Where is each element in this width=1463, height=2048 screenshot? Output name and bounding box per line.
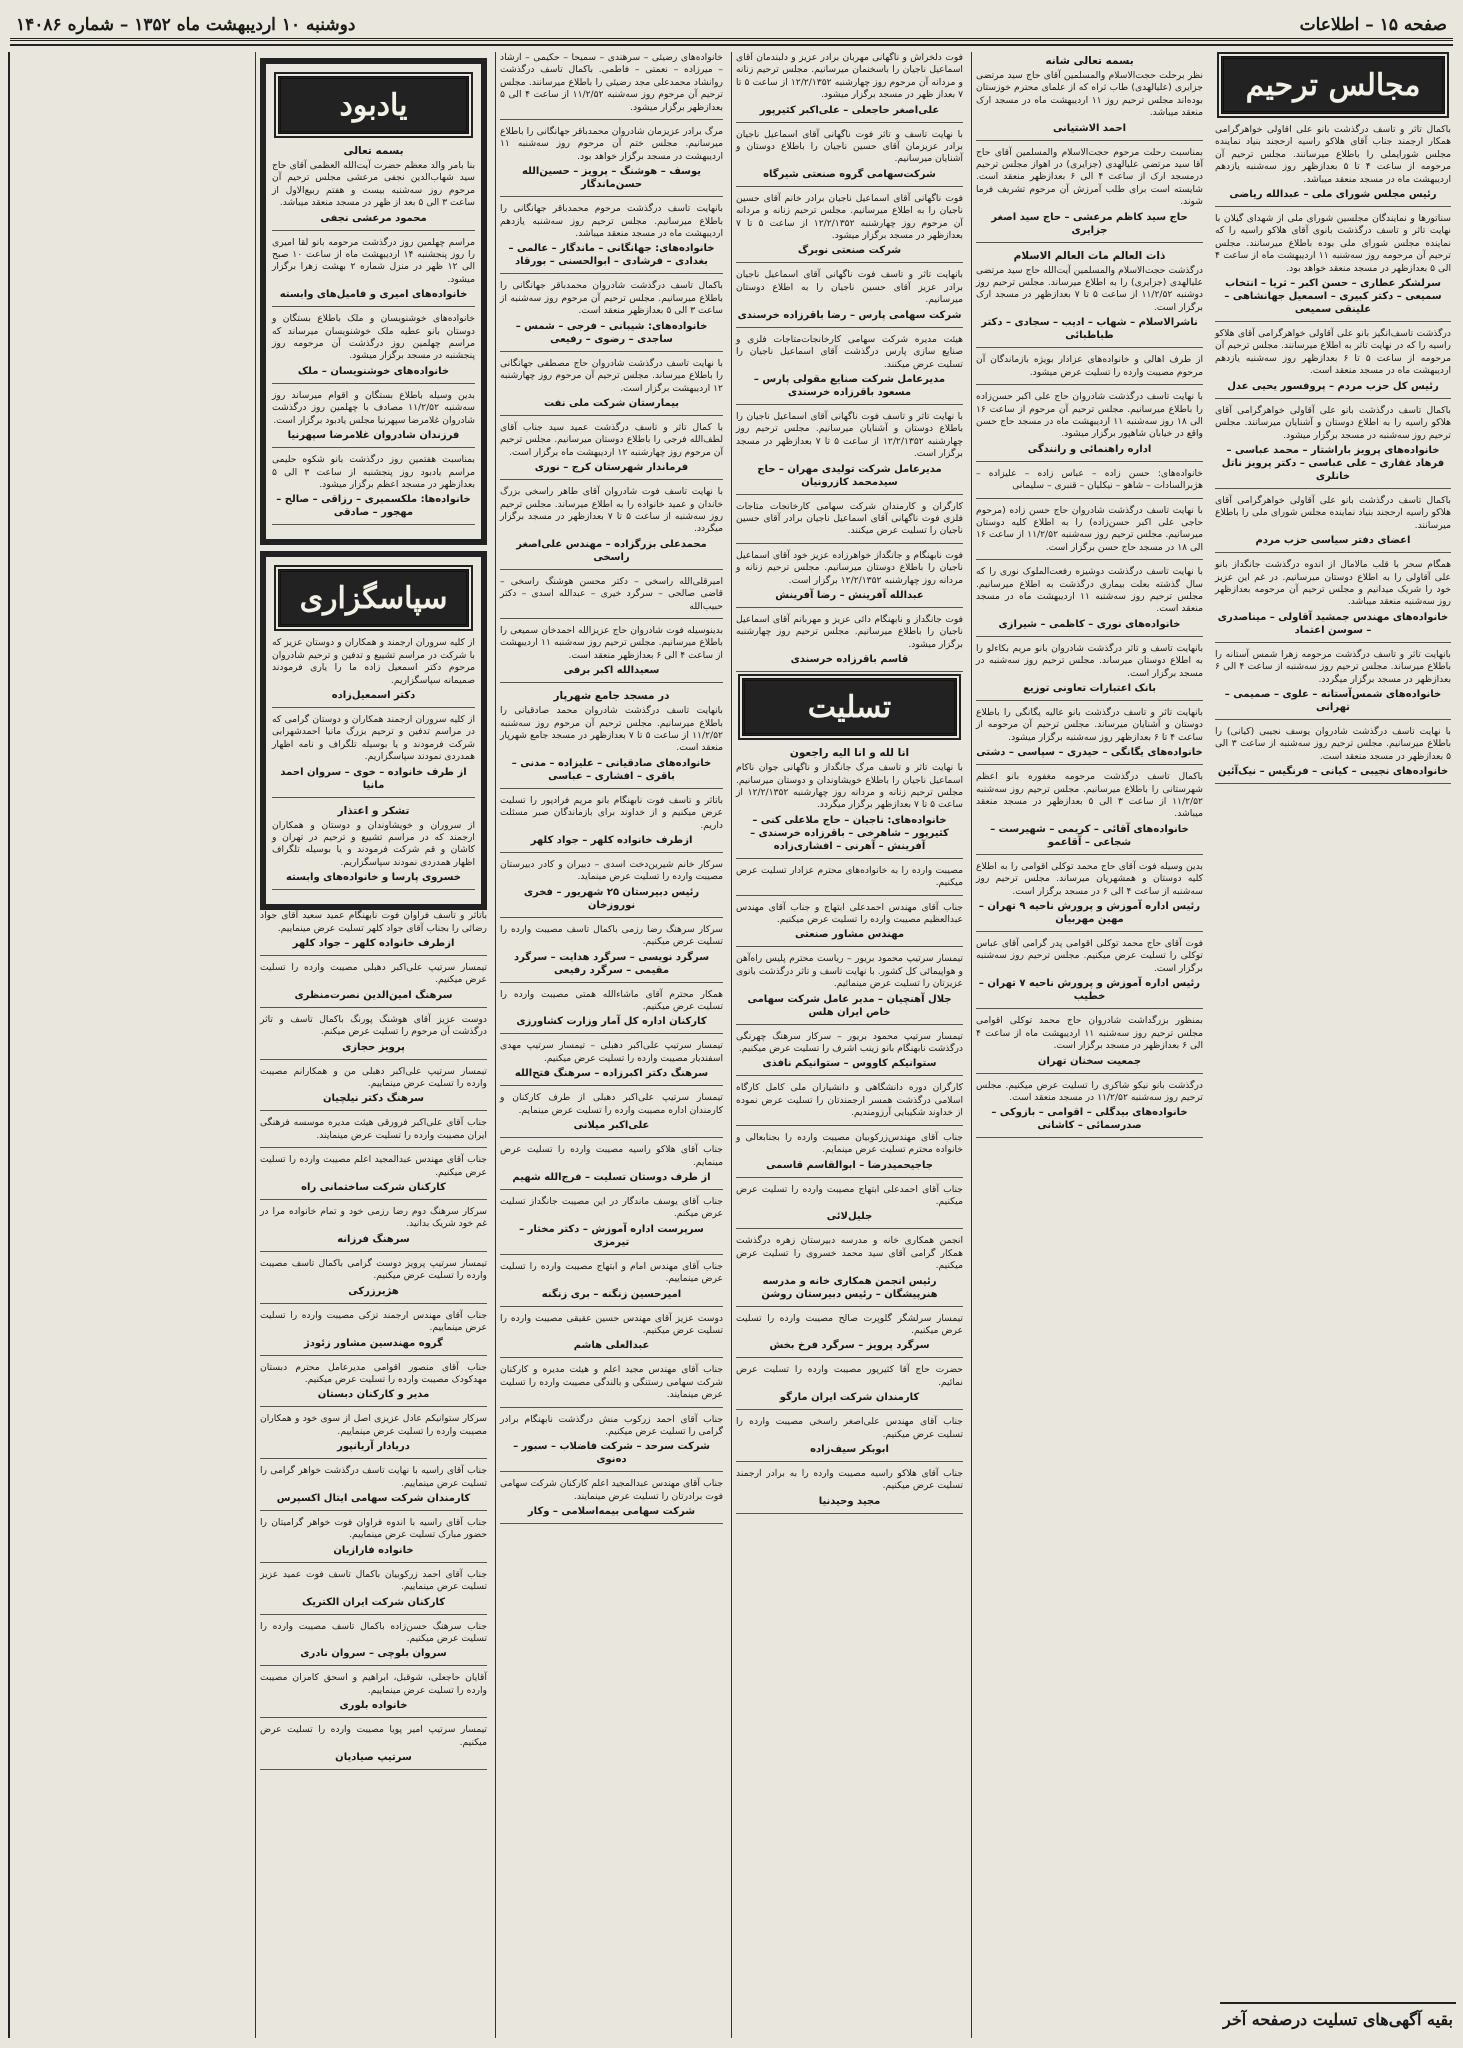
notice-body: باکمال تاثر و تاسف درگذشت بانو علی اقاولی خواهرگرامی همکار ارجمند جناب آقای هلاکو راسیه ارحجند بنیاد نماینده مجلس شورایملی را باطلاع میرسانند. مجلس ترحیم آن مرحومه از ساعت ۴ تا ۵ بعدازظهر روز سه‌شنبه یازدهم اردیبهشت ماه در مسجد منعقد میباشد. xyxy=(1215,124,1452,185)
notice-body: تیمسار سرتیپ علی‌اکبر دهبلی من و همکارانم مصیبت وارده را تسلیت عرض مینماییم. xyxy=(260,1065,487,1090)
notice-signature: کارمندان شرکت ایران مارگو xyxy=(779,1392,920,1404)
notice-block xyxy=(500,625,723,683)
notice-block xyxy=(260,962,487,1008)
notice-block xyxy=(1215,405,1451,489)
notice-signature: خسروی پارسا و خانواده‌های وابسته xyxy=(285,872,461,884)
notice-signature: کارکنان شرکت ساختمانی راه xyxy=(301,1182,446,1194)
notice-body: بانهایت تاثر و تاسف درگذشت مرحومه زهرا شمس آستانه را باطلاع میرساند. مجلس ترحیم روز سه‌شنبه از ساعت ۴ الی ۶ بعدازظهر در مسجد برگزار میگردد. xyxy=(1215,648,1451,685)
notice-block xyxy=(260,1066,487,1112)
notice-signature: دکتر اسمعیل‌زاده xyxy=(331,689,416,701)
notice-signature: حاج سید کاظم مرعشی – حاج سید اصغر جزایری xyxy=(991,211,1188,236)
notice-block xyxy=(976,468,1203,499)
notice-block xyxy=(500,1313,723,1359)
notice-block xyxy=(976,391,1203,462)
notice-block xyxy=(1215,495,1451,553)
notice-body: جناب آقای مهندس‌زرکوبیان مصیبت وارده را بجنابعالی و خانواده محترم تسلیت عرض مینمایم. xyxy=(736,1131,963,1156)
notice-signature: سرگرد نویسی – سرگرد هدایت – سرگرد مقیمی – سرگرد رفیعی xyxy=(513,951,710,976)
notice-block xyxy=(736,1235,963,1306)
notice-block xyxy=(500,795,723,853)
notice-body: با نهایت تاسف درگذشت شادروان حاج علی اکبر حسن‌زاده را باطلاع میرسانیم. مجلس ترحیم آن مرحوم از ساعت ۱۶ الی ۱۸ روز سه‌شنبه ۱۱ اردیبهشت ماه در مسجد حاج حسن واقع در خیابان شاهپور برگزار میشود. xyxy=(976,391,1203,440)
notice-signature: کارکنان اداره کل آمار وزارت کشاورزی xyxy=(516,1016,707,1028)
notice-block xyxy=(500,924,723,983)
notice-title: تشکر و اعتذار xyxy=(337,804,410,817)
notice-signature: کارکنان شرکت ایران الکتریک xyxy=(301,1596,446,1608)
notice-signature: بانک اعتبارات تعاونی توزیع xyxy=(1023,683,1156,694)
notice-block xyxy=(976,249,1203,349)
notice-signature: رئیس دبیرستان ۲۵ شهریور – فخری نوروزخان xyxy=(523,886,700,911)
notice-body: بدین وسیله فوت آقای حاج محمد توکلی اقوامی را به اطلاع کلیه دوستان و همشهریان میرساند. مجلس ترحیم روز سه‌شنبه از ساعت ۴ الی ۶ در مسجد برگزار است. xyxy=(976,860,1203,897)
notice-body: با نهایت تاسف فوت شادروان آقای طاهر راسخی بزرگ خاندان و عمید خانواده را به اطلاع میرساند. مجلس ترحیم روز سه‌شنبه از ساعت ۵ تا ۷ بعدازظهر در مسجد برگزار میگردد. xyxy=(500,486,724,535)
notice-block xyxy=(260,1310,487,1356)
notice-body: جناب آقای هلاکو راسیه مصیبت وارده را به برادر ارجمند تسلیت عرض میکنیم. xyxy=(736,1467,963,1492)
notice-signature: خانواده‌ها: ملکسمیری – رزاقی – صالح – مهجور – صادقی xyxy=(276,494,471,519)
notice-body: بدینوسیله فوت شادروان حاج عزیزالله احمدخان سمیعی را باطلاع میرسانیم. مجلس ترحیم روز سه‌شنبه ۱۱ اردیبهشت از ساعت ۴ الی ۶ بعدازظهر منعقد است. xyxy=(500,624,723,661)
notice-body: بمنظور بزرگداشت شادروان حاج محمد توکلی اقوامی مجلس ترحیم روز سه‌شنبه ۱۱ اردیبهشت ماه از ساعت ۴ الی ۶ بعدازظهر در مسجد برگزار است. xyxy=(976,1015,1203,1052)
notice-block xyxy=(976,566,1203,637)
notice-body: خانواده‌های خوشنویسان و ملک باطلاع بستگان و دوستان بانو عطیه ملک خوشنویسان میرساند که مراسم چهلمین روز درگذشت آن مرحومه روز پنجشنبه در مسجد برگزار میشود. xyxy=(272,313,475,362)
notice-block xyxy=(272,313,475,384)
notice-body: آقایان حاجعلی، شوقبل، ابراهیم و اسحق کامران مصیبت وارده را تسلیت عرض مینماییم. xyxy=(260,1672,487,1696)
notice-body: جناب آقای احمد زرکوب منش درگذشت نابهنگام برادر گرامی را تسلیت عرض میکنیم. xyxy=(500,1413,723,1437)
notice-body: باکمال تاسف درگذشت شادروان محمدباقر جهانگانی را باطلاع میرسانیم. مجلس ترحیم آن مرحوم روز سه‌شنبه از ساعت ۳ الی ۵ بعدازظهر منعقد است. xyxy=(500,280,723,317)
column-6 xyxy=(8,52,251,2038)
notice-block xyxy=(736,902,963,948)
notice-body: سرکار ستوانیکم عادل عزیزی اصل از سوی خود و همکاران مصیبت وارده را تسلیت عرض مینماییم. xyxy=(260,1413,487,1437)
notice-signature: علی‌اکبر میلانی xyxy=(573,1120,650,1132)
notice-body: تیمسار سرتیپ امیر پویا مصیبت وارده را تسلیت عرض میکنیم. xyxy=(260,1724,487,1748)
notice-body: خانواده‌های رضیئی – سرهندی – سمیحا – حکیمی – ارشاد – میرزاده – نعمتی – فاطمی. باکمال تاسف درگذشت روانشاد محمدعلی مجد رضیئی را باطلاع میرسانند. مجلس ترحیم آن مرحوم روز سه‌شنبه ۱۱/۲/۵۲ از ساعت ۴ الی ۵ بعدازظهر برگزار میشود. xyxy=(500,52,723,113)
notice-block xyxy=(736,193,963,264)
notice-signature: جلال آهنچیان – مدیر عامل شرکت سهامی خاص ایران هلس xyxy=(747,993,952,1018)
notice-block xyxy=(272,390,475,448)
notice-block xyxy=(500,1196,723,1255)
notice-body: از کلیه سروران ارجمند همکاران و دوستان گرامی که در مراسم تدفین و ترحیم بزرگ مانیا احمدشهرابی شرکت فرمودند و یا بوسیله تلگراف و نامه اظهار همدردی نمودند سپاسگزاریم. xyxy=(272,713,475,763)
notice-body: مراسم چهلمین روز درگذشت مرحومه بانو لقا امیری را روز پنجشنبه ۱۴ اردیبهشت ماه از ساعت ۱۰ صبح الی ۱۲ ظهر در منزل شماره ۲ بهشت زهرا برگزار میشود. xyxy=(272,236,475,285)
notice-block xyxy=(1215,649,1451,720)
notice-block xyxy=(260,910,487,956)
page-label: صفحه ۱۵ – اطلاعات xyxy=(1299,15,1447,35)
yadbood-banner: یادبود xyxy=(278,76,469,134)
notice-signature: محمدعلی بزرگزاده – مهندس علی‌اصغر راسخی xyxy=(516,538,707,563)
notice-block xyxy=(260,1672,487,1718)
notice-block xyxy=(736,1468,963,1514)
notice-body: تیمسار سرتیپ علی‌اکبر دهبلی – تیمسار سرتیپ مهدی اسفندیار مصیبت وارده را تسلیت عرض میکنیم. xyxy=(500,1040,723,1064)
notice-signature: عبدالعلی هاشم xyxy=(573,1340,650,1352)
notice-block xyxy=(500,280,723,351)
notice-body: بانهایت تاسف و تاثر درگذشت شادروان بانو مریم بکاءلو را به اطلاع دوستان میرساند. مجلس ترحیم روز سه‌شنبه در مسجد برگزار است. xyxy=(976,642,1203,679)
notice-block xyxy=(976,1015,1203,1073)
notice-signature: خانواده‌های شمس‌آستانه – علوی – صمیمی – تهرانی xyxy=(1224,688,1442,713)
notice-body: درگذشت بانو نیکو شاکری را تسلیت عرض میکنیم. مجلس ترحیم روز سه‌شنبه ۱۱/۲/۵۲ در مسجد منعقد است. xyxy=(976,1079,1203,1103)
column-2 xyxy=(971,52,1207,2038)
notice-block xyxy=(1215,328,1451,399)
notice-block xyxy=(736,1082,963,1125)
notice-signature: ازطرف خانواده کلهر – جواد کلهر xyxy=(530,835,693,847)
notice-body: تیمسار سرتیپ محمود بریور – سرکار سرهنگ چهرنگی درگذشت نابهنگام بانو زینب اشرف را تسلیت عرض میکنیم. xyxy=(736,1030,963,1055)
notice-body: جناب آقای مهندس علی‌اصغر راسخی مصیبت وارده را تسلیت عرض میکنیم. xyxy=(736,1416,963,1440)
notice-body: جناب آقای احمد زرکوبیان باکمال تاسف فوت عمید عزیز تسلیت عرض مینماییم. xyxy=(260,1568,487,1593)
notice-signature: خانواده فارازیان xyxy=(333,1544,414,1556)
notice-signature: سرگرد پرویز – سرگرد فرخ بخش xyxy=(769,1340,930,1352)
notice-signature: شرکت‌سهامی گروه صنعتی شیرگاه xyxy=(763,168,936,180)
notice-body: مرگ برادر عزیزمان شادروان محمدباقر جهانگانی را باطلاع میرسانیم. مجلس ختم آن مرحوم روز سه‌شنبه ۱۱ اردیبهشت در مسجد برگزار خواهد بود. xyxy=(500,126,723,162)
notice-body: فوت دلخراش و ناگهانی مهربان برادر عزیز و دلبندمان آقای اسماعیل ناجیان را باسخنمان میرسانیم. مجلس ترحیم زنانه و مردانه آن مرحوم روز چهارشنبه ۱۲/۲/۱۳۵۲ از ساعت ۵ تا ۷ بعداز ظهر در مسجد برگزار میشود. xyxy=(736,52,963,101)
yadbood-frame xyxy=(260,58,487,545)
notice-signature: سرپرست اداره آموزش – دکتر مختار – تیرمزی xyxy=(519,1223,704,1248)
notice-body: جناب آقای راسیه با نهایت تاسف درگذشت خواهر گرامی را تسلیت عرض مینماییم. xyxy=(260,1465,487,1489)
notice-block xyxy=(500,1040,723,1086)
notice-signature: خانواده‌های صادقیانی – علیزاده – مدنی – باقری – افشاری – عباسی xyxy=(511,757,712,782)
notice-block xyxy=(976,861,1203,932)
notice-signature: سعیدالله اکبر برفی xyxy=(563,665,660,677)
notice-block xyxy=(976,1080,1203,1139)
notice-body: جناب آقای مهندس امام و ابتهاج مصیبت وارده را تسلیت عرض مینماییم. xyxy=(500,1260,723,1285)
notice-body: از کلیه سروران ارجمند و همکاران و دوستان عزیز که با شرکت در مراسم تشییع و تدفین و ترحیم شادروان مرحوم دکتر اسمعیل زاده ما را یاری فرمودند صمیمانه سپاسگزاریم. xyxy=(272,637,475,686)
notice-signature: خانواده‌های خوشنویسان – ملک xyxy=(297,365,450,377)
notice-body: درگذشت تاسف‌انگیز بانو علی آقاولی خواهرگرامی آقای هلاکو راسیه را که در نهایت تاثر به اطلاع میرسانند. مجلس ترحیم آن مرحومه از ساعت ۵ تا ۶ بعدازظهر روز سه‌شنبه یازدهم اردیبهشت ماه در مسجد منعقد است. xyxy=(1215,328,1452,377)
notice-body: از طرف اهالی و خانواده‌های عزادار بویژه بازماندگان آن مرحوم مصیبت وارده را تسلیت عرض میشود. xyxy=(976,354,1203,378)
notice-signature: رئیس اداره آموزش و پرورش ناحیه ۷ تهران – خطیب xyxy=(978,978,1201,1003)
notice-block xyxy=(976,771,1203,855)
notice-body: جناب آقای راسیه با اندوه فراوان فوت خواهر گرامیتان را حضور مبارک تسلیت عرض مینماییم. xyxy=(260,1516,487,1541)
notice-signature: شرکت سهامی پارس – رضا باقرزاده خرسندی xyxy=(737,309,962,321)
notice-body: بدین وسیله باطلاع بستگان و اقوام میرساند روز سه‌شنبه ۱۱/۲/۵۲ مصادف با چهلمین روز درگذشت شادروان غلامرضا سپهرنیا مجلس یادبود برگزار است. xyxy=(272,389,475,426)
notice-signature: رئیس مجلس شورای ملی – عبدالله ریاضی xyxy=(1229,189,1437,201)
notice-block xyxy=(736,269,963,327)
notice-body: درگذشت حجت‌الاسلام والمسلمین آیت‌الله حاج سید مرتضی علیالهدی (جزایری) را به اطلاع میرساند. مجلس ترحیم روز دوشنبه ۱۱/۲/۵۲ از ساعت ۵ تا ۷ بعدازظهر در مسجد ارک برگزار است. xyxy=(976,264,1203,313)
notice-signature: مدیر و کارکنان دبستان xyxy=(317,1389,430,1401)
notice-body: خانواده‌های: حسن زاده – عباس زاده – علیزاده – هژبرالسادات – شاهو – نیکلیان – قنبری – سلیمانی xyxy=(976,467,1203,492)
notice-body: باکمال تاسف درگذشت بانو علی آقاولی خواهرگرامی آقای هلاکو راسیه را به اطلاع دوستان و آشنایان میرسانند. مجلس ترحیم روز سه‌شنبه در مسجد برگزار میشود. xyxy=(1215,404,1451,441)
notice-body: جناب آقای علی‌اکبر فرورقی هیئت مدیره موسسه فرهنگی ایران مصیبت وارده را تسلیت عرض مینمایند. xyxy=(260,1117,487,1141)
notice-block xyxy=(272,237,475,308)
notice-body: سرکار خانم شیرین‌دخت اسدی – دبیران و کادر دبیرستان مصیبت وارده را تسلیت عرض مینماید. xyxy=(500,859,723,883)
notice-block xyxy=(1215,124,1451,207)
notice-body: با کمال تاثر و تاسف درگذشت عمید سید جناب آقای لطف‌الله فرجی را باطلاع دوستان میرسانیم. مجلس ترحیم آن مرحوم روز چهارشنبه ۱۲ اردیبهشت ماه برگزار است. xyxy=(500,421,723,458)
notice-signature: اعضای دفتر سیاسی حزب مردم xyxy=(1255,535,1411,547)
notice-block xyxy=(976,147,1203,243)
notice-block xyxy=(500,203,723,274)
notice-body: مصیبت وارده را به خانواده‌های محترم عزادار تسلیت عرض میکنیم. xyxy=(736,864,963,889)
notice-block xyxy=(976,505,1203,561)
notice-body: کارگران دوره دانشگاهی و دانشیاران ملی کامل کارگاه اسلامی درگذشت همسر ارجمندتان را تسلیت عرض نموده از خداوند شکیبایی آرزومندیم. xyxy=(736,1082,963,1119)
notice-signature: شرکت صنعتی نوبرگ xyxy=(797,245,902,257)
notice-block xyxy=(260,1724,487,1770)
notice-body: بمناسبت هفتمین روز درگذشت بانو شکوه حلیمی مراسم یادبود روز پنجشنبه از ساعت ۳ الی ۵ بعدازظهر در مسجد اعظم برگزار میشود. xyxy=(272,454,475,490)
notice-block xyxy=(736,129,963,187)
notice-body: تیمسار سرتیپ پرویز دوست گرامی باکمال تاسف مصیبت وارده را تسلیت عرض میکنیم. xyxy=(260,1257,487,1282)
notice-body: هیئت مدیره شرکت سهامی کارخانجات‌متاجات فلزی و صنایع سازی پارس درگذشت آقای اسماعیل ناجیان را تسلیت عرض میکنند. xyxy=(736,333,963,370)
notice-block xyxy=(272,454,475,525)
notice-body: با نهایت تاسف درگذشت شادروان حاج مصطفی جهانگانی را باطلاع میرساند. مجلس ترحیم آن مرحوم روز چهارشنبه ۱۲ اردیبهشت برگزار است. xyxy=(500,357,723,394)
notice-body: جناب آقای مهندس ارجمند تزکی مصیبت وارده را تسلیت عرض مینماییم. xyxy=(260,1309,487,1334)
notice-body: حضرت حاج آقا کثیرپور مصیبت وارده را تسلیت عرض نمائیم. xyxy=(736,1364,963,1388)
notice-signature: خانواده‌های آقائی – کریمی – شهیرست – شجاعی – آقاعمو xyxy=(990,823,1189,848)
notice-body: با نهایت تاثر و تاسف مرگ جانگداز و ناگهانی جوان ناکام اسماعیل ناجیان را باطلاع خویشاوندان و دوستان میرسانیم. مجلس ترحیم زنانه و مردانه روز چهارشنبه ۱۲/۲/۱۳۵۲ از ساعت ۵ تا ۷ بعدازظهر برگزار میگردد. xyxy=(736,762,963,811)
page-header xyxy=(10,12,1453,41)
header-rule xyxy=(10,44,1453,46)
notice-body: بمناسبت رحلت مرحوم حجت‌الاسلام والمسلمین آقای حاج آقا سید مرتضی علیالهدی (جزایری) در اهواز مجلس ترحیم درمسجد ارک از ساعت ۴ الی ۶ بعدازظهر منعقد است. شایسته است برای طلب آمرزش آن مرحوم تشریف فرما شوند. xyxy=(976,146,1203,208)
notice-signature: ازطرف خانواده کلهر – جواد کلهر xyxy=(292,938,455,949)
notice-block xyxy=(260,1117,487,1148)
notice-signature: یوسف – هوشنگ – پرویز – حسین‌الله حسن‌ماندگار xyxy=(522,166,701,191)
column-3 xyxy=(731,52,967,2038)
notice-body: نظر برحلت حجت‌الاسلام والمسلمین آقای حاج سید مرتضی جزایری (علیالهدی) طاب ثراه که از علمای محترم خوزستان بوده‌اند مجلس ترحیم روز ۱۱ اردیبهشت ماه در مسجد ارک منعقد میباشد. xyxy=(976,70,1203,119)
notice-signature: خانواده‌های نوری – کاظمی – شیرازی xyxy=(998,618,1181,630)
notice-body: جناب سرهنگ حسن‌زاده باکمال تاسف مصیبت وارده را تسلیت عرض میکنیم. xyxy=(260,1620,487,1644)
notice-body: انجمن همکاری خانه و مدرسه دبیرستان زهره درگذشت همکار گرامی آقای سید محمد خسروی را تسلیت عرض میکنیم. xyxy=(736,1235,963,1272)
notice-signature: خانواده‌های نجیبی – کیانی – فرنگیس – نیک‌آئین xyxy=(1217,766,1449,778)
notice-block xyxy=(260,1362,487,1408)
notice-block xyxy=(1215,559,1451,643)
notice-signature: پرویز حجازی xyxy=(342,1041,405,1053)
notice-body: فوت ناگهانی آقای اسماعیل ناجیان برادر خانم آقای حسین ناجیان را به اطلاع میرسانیم. مجلس ترحیم زنانه و مردانه آن مرحوم روز چهارشنبه ۱۲/۲/۱۳۵۲ از ساعت ۵ تا ۷ بعدازظهر در مسجد برگزار میشود. xyxy=(736,192,963,242)
notice-block xyxy=(1215,213,1451,322)
notice-signature: فرماندار شهرستان کرج – نوری xyxy=(534,462,689,474)
notice-block xyxy=(272,714,475,798)
notice-block xyxy=(272,144,475,231)
notice-body: همگام سحر با قلب مالامال از اندوه درگذشت جانگداز بانو علی آقاولی را به اطلاع دوستان میرسانیم. در غم این عزیز خود را شریک میدانیم و مجلس ترحیم آن مرحومه بعدازظهر روز سه‌شنبه منعقد میباشد. xyxy=(1215,559,1451,608)
notice-block xyxy=(500,1092,723,1138)
notice-body: با نهایت تاثر و تاسف فوت ناگهانی آقای اسماعیل ناجیان را باطلاع دوستان و آشنایان میرسانیم. مجلس ترحیم روز چهارشنبه ۱۲/۲/۱۳۵۲ از ساعت ۵ تا ۷ بعدازظهر در مسجد برگزار است. xyxy=(736,410,963,460)
issue-label: دوشنبه ۱۰ اردیبهشت ماه ۱۳۵۲ – شماره ۱۴۰۸۶ xyxy=(16,15,356,35)
notice-block xyxy=(260,1569,487,1615)
notice-block xyxy=(500,126,723,197)
notice-body: باکمال تاسف درگذشت بانو علی آقاولی خواهرگرامی آقای هلاکو راسیه ارحجند بنیاد نماینده مجلس شورای ملی را باطلاع میرسانند. xyxy=(1215,494,1451,531)
notice-signature: خانواده‌های: شیبانی – فرجی – شمس – ساجدی – رضوی – رفیعی xyxy=(515,320,708,345)
notice-signature: جمعیت سخنان تهران xyxy=(1037,1055,1142,1067)
column-4 xyxy=(495,52,727,2038)
notice-signature: مجید وحیدنیا xyxy=(818,1495,881,1507)
notice-body: جناب آقای مهندس عبدالمجید اعلم مصیبت وارده را تسلیت عرض میکنیم. xyxy=(260,1154,487,1178)
notice-body: جناب آقای مهندس مجید اعلم و هیئت مدیره و کارکنان شرکت سهامی رستنگی و بالندگی مصیبت وارده را تسلیت عرض مینمایند. xyxy=(500,1364,723,1401)
notice-signature: خانواده‌های: جهانگانی – ماندگار – عالمی – بغدادی – فرشادی – ابوالحسنی – بورقاد xyxy=(508,243,715,268)
notice-signature: رئیس انجمن همکاری خانه و مدرسه هنرپیشگان – رئیس دبیرستان روشن xyxy=(761,1275,938,1300)
notice-signature: سرتیپ صیادیان xyxy=(335,1752,412,1763)
notice-signature: جلیل‌لائی xyxy=(826,1211,873,1223)
notice-body: سرکار سرهنگ دوم رضا رزمی خود و تمام خانواده مرا در غم خود شریک بدانید. xyxy=(260,1206,487,1230)
notice-body: فوت آقای حاج محمد توکلی اقوامی پدر گرامی آقای عباس توکلی را تسلیت عرض میکنیم. مجلس ترحیم روز سه‌شنبه برگزار است. xyxy=(976,938,1203,974)
notice-block xyxy=(500,486,723,570)
notice-signature: امیرحسین زنگنه – بری زنگنه xyxy=(541,1288,682,1300)
notice-body: با نهایت تاسف درگذشت دوشیزه رفعت‌الملوک نوری را که سال گذشته بعلت بیماری درگذشت به اطلاع میرسانیم. مجلس ترحیم روز سه‌شنبه ۱۱ اردیبهشت ماه در مسجد منعقد است. xyxy=(976,566,1203,615)
notice-body: جناب آقای مهندس عبدالمجید اعلم کارکنان شرکت سهامی فوت برادرتان را تسلیت عرض مینمایند. xyxy=(500,1478,723,1502)
notice-block xyxy=(976,938,1203,1009)
notice-signature: خانواده‌های: ناجیان – حاج ملاعلی کنی – کثیرپور – شاهرخی – باقرزاده خرسندی – آفرینش – آهرنی – افشاری‌زاده xyxy=(750,814,949,852)
notice-signature: رئیس کل حزب مردم – پروفسور یحیی عدل xyxy=(1227,380,1439,392)
notice-block xyxy=(736,1416,963,1462)
notice-signature: کارمندان شرکت سهامی ایتال اکسپرس xyxy=(276,1492,471,1504)
notice-block xyxy=(260,1465,487,1511)
notice-signature: مدیرعامل شرکت صنایع مقولی پارس – مسعود باقرزاده خرسندی xyxy=(753,373,946,398)
notice-block xyxy=(736,1313,963,1359)
notice-signature: از طرف خانواده – خوی – سروان احمد مانیا xyxy=(280,766,467,791)
notice-signature: علی‌اصغر حاجعلی – علی‌اکبر کثیرپور xyxy=(759,104,940,116)
notice-signature: مهندس مشاور صنعتی xyxy=(794,929,905,941)
majales-banner: مجالس ترحیم xyxy=(1221,56,1445,114)
notice-block xyxy=(736,1132,963,1178)
notice-signature: ستوانیکم کاووس – ستوانیکم نافذی xyxy=(762,1058,937,1070)
notice-block xyxy=(500,989,723,1035)
notice-block xyxy=(500,358,723,416)
notice-block xyxy=(260,1517,487,1563)
sepas-frame xyxy=(260,551,487,910)
notice-body: همکار محترم آقای ماشاءالله همتی مصیبت وارده را تسلیت عرض میکنیم. xyxy=(500,988,723,1013)
notice-block xyxy=(272,804,475,891)
notice-body: فوت جانگداز و نابهنگام دائی عزیز و مهربانم آقای اسماعیل ناجیان را باطلاع میرسانیم. مجلس ترحیم روز چهارشنبه برگزار میشود. xyxy=(736,613,963,650)
notice-body: جناب آقای هلاکو راسیه مصیبت وارده را تسلیت عرض مینمایم. xyxy=(500,1144,723,1168)
notice-signature: مدیرعامل شرکت تولیدی مهران – حاج سیدمحمد کازرونیان xyxy=(757,463,942,488)
notice-signature: شرکت سهامی بیمه‌اسلامی – وکار xyxy=(527,1506,696,1518)
notice-block xyxy=(500,859,723,918)
notice-body: جناب آقای یوسف ماندگار در این مصیبت جانگداز تسلیت عرض میکنم. xyxy=(500,1195,723,1220)
notice-body: جناب آقای مهندس احمدعلی ابتهاج و جناب آقای مهندس عبدالعظیم مصیبت وارده را تسلیت عرض میکنیم. xyxy=(736,901,963,926)
notice-signature: قاسم باقرزاده خرسندی xyxy=(790,654,909,666)
notice-title: در مسجد جامع شهرپار xyxy=(553,690,670,703)
notice-block xyxy=(736,614,963,672)
notice-block xyxy=(500,1144,723,1190)
notice-title: بسمه تعالی شانه xyxy=(1045,55,1134,67)
notice-body: جناب آقای منصور اقوامی مدیرعامل محترم دبستان مهدکودک مصیبت وارده را تسلیت عرض میکنیم. xyxy=(260,1361,487,1385)
notice-body: تیمسار سرتیپ علی‌اکبر دهبلی از طرف کارکنان و کارمندان اداره مصیبت وارده را تسلیت عرض مینمایم. xyxy=(500,1092,723,1116)
notice-signature: سرهنگ فرزانه xyxy=(337,1233,410,1245)
notice-block xyxy=(976,707,1203,765)
notice-body: سرکار سرهنگ رضا رزمی باکمال تاسف مصیبت وارده را تسلیت عرض میکنیم. xyxy=(500,923,723,948)
notice-signature: عبدالله آفرینش – رضا آفرینش xyxy=(775,589,924,601)
notice-body: دوست عزیز آقای مهندس حسین عقیقی مصیبت وارده را تسلیت عرض میکنیم. xyxy=(500,1312,723,1336)
notice-block xyxy=(260,1014,487,1060)
notice-signature: سروان بلوچی – سروان نادری xyxy=(300,1648,447,1660)
notice-block xyxy=(736,52,963,123)
column-1 xyxy=(1211,52,1455,2038)
notice-body: باتاثر و تاسف فراوان فوت نابهنگام عمید سعید آقای جواد رضائی را بجناب آقای جواد کلهر تسلیت عرض مینماییم. xyxy=(260,910,487,934)
notice-body: بنا بامر والد معظم حضرت آیت‌الله العظمی آقای حاج سید شهاب‌الدین نجفی مرعشی مجلس ترحیم آن مرحوم روز سه‌شنبه بیست و هفتم ربیع‌الاول از ساعت ۳ الی ۵ بعد از ظهر در مسجد منعقد میباشد. xyxy=(272,160,475,209)
notice-block xyxy=(1215,726,1451,784)
notice-title: بسمه تعالی xyxy=(343,145,404,157)
notice-signature: رئیس اداره آموزش و پرورش ناحیه ۹ تهران – مهین مهربیان xyxy=(978,901,1201,926)
footer-note: بقیه آگهی‌های تسلیت درصفحه آخر xyxy=(1220,2002,1456,2034)
notice-body: جناب آقای احمدعلی ابتهاج مصیبت وارده را تسلیت عرض میکنیم. xyxy=(736,1183,963,1207)
notice-block xyxy=(736,1184,963,1230)
notice-body: امیرقلی‌الله راسخی – دکتر محسن هوشنگ راسخی – قاضی صالحی – سرگرد خیری – عبدالله اسدی – دکتر حبیب‌الله xyxy=(500,575,723,612)
notice-block xyxy=(736,1031,963,1077)
notice-body: دوست عزیز آقای هوشنگ پورنگ باکمال تاسف و تاثر درگذشت آن مرحوم را تسلیت عرض میکنم. xyxy=(260,1013,487,1038)
notice-signature: از طرف دوستان تسلیت – فرج‌الله شهیم xyxy=(512,1171,711,1183)
notice-block xyxy=(260,1154,487,1200)
notice-signature: ناشرالاسلام – شهاب – ادیب – سجادی – دکتر طباطبائی xyxy=(981,317,1198,342)
notice-body: بانهایت تاسف درگذشت مرحوم محمدباقر جهانگانی را باطلاع میرسانیم. مجلس ترحیم روز سه‌شنبه یازدهم اردیبهشت ماه در مسجد منعقد میباشد. xyxy=(500,203,723,240)
notice-signature: سرهنگ امین‌الدین نصرت‌منظری xyxy=(294,989,453,1001)
notice-signature: ابوبکر سیف‌زاده xyxy=(810,1443,889,1455)
notice-block xyxy=(736,865,963,896)
notice-signature: خانواده‌های بیدگلی – اقوامی – بازوکی – صدرسمائی – کاشانی xyxy=(991,1107,1188,1132)
notice-block xyxy=(736,953,963,1024)
notice-block xyxy=(976,54,1203,141)
notice-body: تیمسار سرتیپ علی‌اکبر دهبلی مصیبت وارده را تسلیت عرض میکنیم. xyxy=(260,962,487,986)
notice-signature: دریادار آریانپور xyxy=(337,1441,410,1453)
notice-signature: اداره راهنمائی و رانندگی xyxy=(1027,443,1152,455)
column-5 xyxy=(255,52,491,2038)
notice-signature: بیمارستان شرکت ملی نفت xyxy=(543,397,680,409)
notice-block xyxy=(500,1364,723,1407)
notice-block xyxy=(500,52,723,120)
notice-body: سناتورها و نمایندگان مجلسین شورای ملی از شهدای گیلان با نهایت تاثر و تاسف درگذشت بانوی آقای هلاکو راسیه را که نماینده مجلس شورای ملی بوده باطلاع میرسانند. مجلس ترحیم آن مرحومه روز سه‌شنبه ۱۱ اردیبهشت ماه از ساعت ۴ الی ۵ بعدازظهر در مسجد منعقد خواهد بود. xyxy=(1215,213,1451,274)
notice-body: با نهایت تاسف درگذشت شادروان حاج حسن زاده (مرحوم حاجی علی اکبر حسن‌زاده) را به اطلاع کلیه دوستان میرسانیم. مجلس ترحیم روز سه‌شنبه ۱۱/۲/۵۲ از ساعت ۱۶ الی ۱۸ در مسجد حاج حسن برگزار است. xyxy=(976,504,1203,553)
notice-signature: محمود مرعشی نجفی xyxy=(320,212,427,224)
notice-block xyxy=(500,576,723,619)
notice-block xyxy=(500,689,723,789)
notice-block xyxy=(260,1258,487,1304)
notice-block xyxy=(500,1478,723,1524)
notice-block xyxy=(260,1621,487,1667)
notice-signature: جاجیحمیدرضا – ابوالقاسم قاسمی xyxy=(766,1159,933,1171)
notice-signature: خانواده‌های مهندس جمشید آقاولی – میناصدری – سوسن اعتماد xyxy=(1217,611,1449,636)
notice-block xyxy=(736,334,963,405)
notice-title: ذات العالم مات العالم الاسلام xyxy=(1013,249,1166,262)
taslit-banner: تسلیت xyxy=(742,678,957,736)
notice-signature: سرهنگ دکتر نیلچیان xyxy=(322,1093,425,1105)
notice-signature: گروه مهندسین مشاور زئودژ xyxy=(304,1337,443,1349)
notice-signature: خانواده بلوری xyxy=(339,1700,408,1712)
notice-block xyxy=(736,550,963,608)
notice-signature: خانواده‌های یگانگی – حیدری – سپاسی – دشتی xyxy=(976,747,1203,759)
notice-body: بانهایت تاسف درگذشت شادروان محمد صادقیانی را باطلاع میرسانیم. مجلس ترحیم آن مرحوم روز سه‌شنبه ۱۱/۲/۵۲ از ساعت ۵ تا ۷ بعدازظهر در مسجد جامع شهرپار منعقد است. xyxy=(500,705,723,754)
notice-signature: هژیرزرکی xyxy=(348,1285,399,1297)
notice-signature: سرلشکر عطاری – حسن اکبر – ثریا – انتخاب سمیعی – دکتر کبیری – اسمعیل جهانشاهی – علینقی سمیعی xyxy=(1224,278,1442,316)
notice-block xyxy=(500,1414,723,1473)
notice-block xyxy=(736,501,963,544)
notice-body: با نهایت تاسف درگذشت شادروان یوسف نجیبی (کیانی) را باطلاع میرسانیم. مجلس ترحیم روز سه‌شنبه از ساعت ۳ الی ۵ بعدازظهر در مسجد منعقد است. xyxy=(1215,725,1451,762)
notice-block xyxy=(736,1364,963,1410)
notice-block xyxy=(260,1206,487,1252)
notice-block xyxy=(272,637,475,708)
notice-title: انا لله و انا الیه راجعون xyxy=(789,747,910,760)
notice-body: کارگران و کارمندان شرکت سهامی کارخانجات متاجات فلزی فوت ناگهانی آقای اسماعیل ناجیان برادر آقای حسین ناجیان را تسلیت عرض میکنند. xyxy=(736,500,963,537)
notice-body: بانهایت تاثر و تاسف فوت ناگهانی آقای اسماعیل ناجیان برادر عزیز آقای حسین ناجیان را به اطلاع دوستان میرسانیم. xyxy=(736,269,963,306)
notice-block xyxy=(736,411,963,495)
notice-body: تیمسار سرتیپ محمود بریور – ریاست محترم پلیس راه‌آهن و هواپیمائی کل کشور. با نهایت تاسف و تاثر درگذشت بانوی عزیزتان را تسلیت عرض مینمائیم. xyxy=(736,953,963,990)
sepas-banner: سپاسگزاری xyxy=(278,569,469,627)
notice-signature: خانواده‌های امیری و فامیل‌های وابسته xyxy=(279,289,468,301)
notice-body: فوت نابهنگام و جانگداز خواهرزاده عزیز خود آقای اسماعیل ناجیان را باطلاع دوستان میرسانیم. مجلس ترحیم زنانه و مردانه روز چهارشنبه ۱۲/۲/۱۳۵۲ برگزار است. xyxy=(736,549,963,586)
notice-body: با نهایت تاسف و تاثر فوت ناگهانی آقای اسماعیل ناجیان برادر عزیزمان آقای حسین ناجیان را باطلاع دوستان و آشنایان میرسانیم. xyxy=(736,128,963,165)
notice-signature: سرهنگ دکتر اکبرزاده – سرهنگ فتح‌الله xyxy=(514,1068,709,1080)
notice-signature: شرکت سرحد – شرکت فاضلاب – سبور – ده‌نوی xyxy=(513,1441,710,1466)
notice-signature: احمد الاشتیانی xyxy=(1052,122,1127,134)
notice-body: از سروران و خویشاوندان و دوستان و همکاران ارجمند که در مراسم تشییع و ترحیم در تهران و کاشان و قم شرکت فرمودند و یا بوسیله تلگراف اظهار همدردی نمودند سپاسگزاریم. xyxy=(272,819,475,868)
notice-body: باکمال تاسف درگذشت مرحومه مغفوره بانو اعظم شهرستانی را باطلاع میرسانیم. مجلس ترحیم روز سه‌شنبه ۱۱/۲/۵۲ از ساعت ۳ الی ۵ بعدازظهر در مسجد منعقد میباشد. xyxy=(976,771,1203,820)
notice-signature: خانواده‌های پرویز باراشتار – محمد عباسی – فرهاد غفاری – علی عباسی – دکتر پرویز ناتل خانلری xyxy=(1221,444,1445,482)
notice-block xyxy=(976,643,1203,701)
notice-block xyxy=(500,422,723,480)
notice-body: تیمسار سرلشگر گلوپرت صالح مصیبت وارده را تسلیت عرض میکنیم. xyxy=(736,1312,963,1336)
notice-block xyxy=(500,1261,723,1307)
notice-body: باتاثر و تاسف فوت نابهنگام بانو مریم فرادپور را تسلیت عرض میکنیم و از خداوند برای بازماندگان صبر مسئلت داریم. xyxy=(500,794,723,831)
notice-block xyxy=(976,354,1203,385)
notice-block xyxy=(736,746,963,859)
notice-signature: فرزندان شادروان غلامرضا سپهرنیا xyxy=(287,430,460,442)
notice-block xyxy=(260,1413,487,1459)
notice-body: بانهایت تاثر و تاسف درگذشت بانو عالیه یگانگی را باطلاع دوستان و آشنایان میرساند. مجلس ترحیم آن مرحومه از ساعت ۴ تا ۶ بعدازظهر روز سه‌شنبه برگزار میشود. xyxy=(976,707,1203,743)
